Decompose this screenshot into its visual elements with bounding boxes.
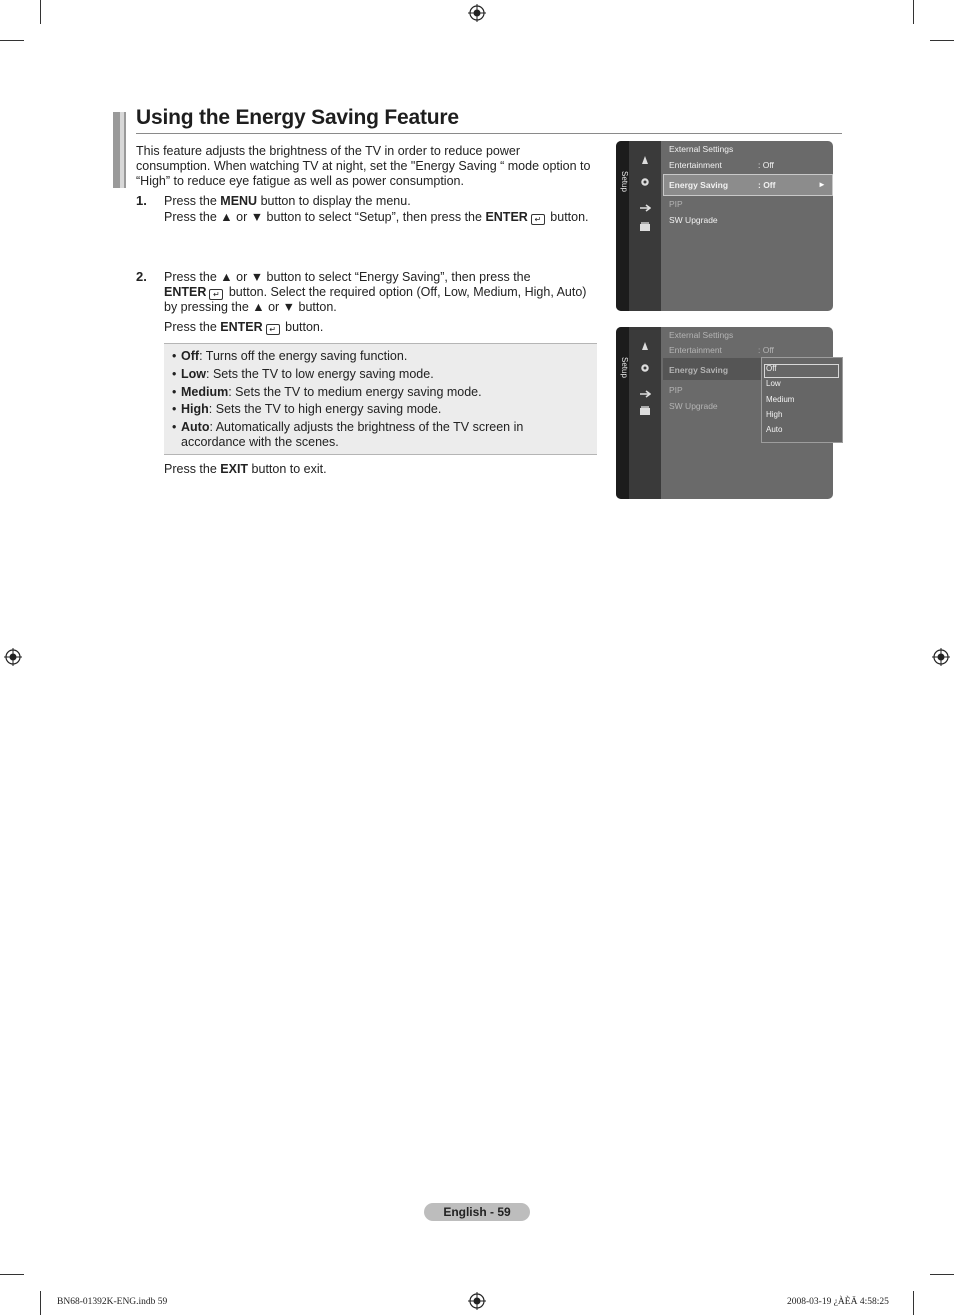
dropdown-option-high[interactable]: High — [766, 410, 783, 419]
intro-paragraph — [136, 144, 611, 189]
menu-item-pip[interactable]: PIP — [669, 385, 683, 395]
crop-mark — [40, 0, 41, 24]
input-icon[interactable] — [639, 203, 651, 213]
intro-line: “High” to reduce eye fatigue as well as power consumption. — [136, 174, 464, 188]
menu-item-sw-upgrade[interactable]: SW Upgrade — [669, 215, 718, 225]
application-icon[interactable] — [639, 406, 651, 416]
dropdown-option-low[interactable]: Low — [766, 379, 781, 388]
crop-mark — [40, 1291, 41, 1315]
registration-mark-icon — [4, 648, 22, 666]
options-note-box: • Off: Turns off the energy saving function. • Low: Sets the TV to low energy saving mode. • Medium: Sets the TV to medium energy saving mode. • High: Sets the TV to high energy saving mode. • Auto: Automatically adjusts the brightness of the TV screen in accordance with the scenes. — [164, 343, 597, 455]
gear-icon[interactable] — [639, 177, 651, 187]
exit-instruction: Press the EXIT button to exit. — [164, 462, 327, 476]
menu-item-sw-upgrade[interactable]: SW Upgrade — [669, 401, 718, 411]
title-accent-bar — [120, 112, 124, 188]
input-icon[interactable] — [639, 389, 651, 399]
step-number: 2. — [136, 269, 147, 284]
menu-item-external-settings[interactable]: External Settings — [669, 330, 734, 340]
menu-item-pip[interactable]: PIP — [669, 199, 683, 209]
registration-mark-icon — [468, 4, 486, 22]
dropdown-option-off[interactable]: Off — [766, 364, 777, 373]
print-timestamp: 2008-03-19 ¿ÀÈÄ 4:58:25 — [787, 1297, 889, 1307]
enter-icon: ↵ — [209, 289, 223, 300]
page-title: Using the Energy Saving Feature — [136, 106, 459, 129]
menu-item-energy-saving[interactable]: Energy Saving — [669, 365, 729, 375]
intro-line: consumption. When watching TV at night, set the "Energy Saving “ mode option to — [136, 159, 591, 173]
enter-icon: ↵ — [266, 324, 280, 335]
menu-section-label: Setup — [620, 171, 629, 192]
gear-icon[interactable] — [639, 363, 651, 373]
registration-mark-icon — [468, 1292, 486, 1310]
registration-mark-icon — [932, 648, 950, 666]
menu-item-entertainment[interactable]: Entertainment : Off — [669, 345, 774, 355]
step-1-text: Press the MENU button to display the menu. Press the ▲ or ▼ button to select “Setup”, then press the ENTER ↵ button. — [164, 194, 589, 224]
crop-mark — [930, 40, 954, 41]
menu-side-strip — [616, 141, 629, 311]
crop-mark — [913, 1291, 914, 1315]
menu-section-label: Setup — [620, 357, 629, 378]
crop-mark — [0, 40, 24, 41]
energy-saving-dropdown[interactable] — [761, 357, 843, 443]
title-divider — [136, 133, 842, 134]
enter-icon: ↵ — [531, 214, 545, 225]
submenu-arrow-icon: ► — [818, 180, 826, 189]
crop-mark — [930, 1274, 954, 1275]
intro-line: This feature adjusts the brightness of the TV in order to reduce power — [136, 144, 521, 158]
menu-item-external-settings[interactable]: External Settings — [669, 144, 734, 154]
step-2-text: Press the ▲ or ▼ button to select “Energy Saving”, then press the ENTER ↵ button. Select the required option (Off, Low, Medium, High, Auto) by pressing the ▲ or ▼ button. Press the ENTER ↵ button. — [164, 270, 587, 334]
application-icon[interactable] — [639, 222, 651, 232]
picture-icon[interactable] — [639, 155, 651, 165]
page-number-badge: English - 59 — [424, 1203, 530, 1221]
crop-mark — [913, 0, 914, 24]
menu-item-energy-saving[interactable]: Energy Saving : Off — [669, 180, 776, 190]
dropdown-option-medium[interactable]: Medium — [766, 395, 795, 404]
menu-item-entertainment[interactable]: Entertainment : Off — [669, 160, 774, 170]
menu-side-strip — [616, 327, 629, 499]
picture-icon[interactable] — [639, 341, 651, 351]
dropdown-option-auto[interactable]: Auto — [766, 425, 783, 434]
crop-mark — [0, 1274, 24, 1275]
tv-menu-setup — [616, 141, 833, 311]
tv-menu-setup-dropdown — [616, 327, 833, 499]
file-slug: BN68-01392K-ENG.indb 59 — [57, 1297, 168, 1307]
step-number: 1. — [136, 193, 147, 208]
